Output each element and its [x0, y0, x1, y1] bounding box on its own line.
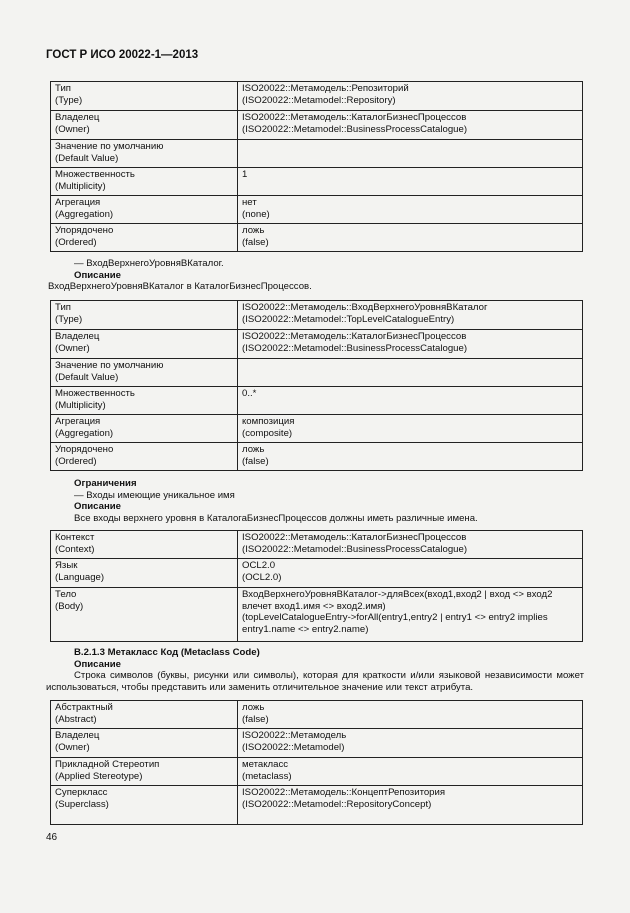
table-row — [51, 786, 583, 825]
property-name-line: (Default Value) — [55, 152, 119, 164]
property-name-line: (Context) — [55, 543, 95, 555]
property-name-line: (Aggregation) — [55, 427, 114, 439]
property-value-cell — [238, 140, 583, 168]
property-value-line: ложь — [242, 225, 265, 236]
property-value-cell — [238, 443, 583, 471]
property-value-cell — [238, 168, 583, 196]
property-value-line: композиция — [242, 416, 295, 427]
property-value-line: (ISO20022::Metamodel::BusinessProcessCatalogue) — [242, 543, 468, 555]
property-name-cell — [51, 224, 238, 252]
table-row — [51, 758, 583, 786]
property-value-cell — [238, 559, 583, 588]
property-name-cell — [51, 559, 238, 588]
property-value-cell — [238, 196, 583, 224]
property-name-cell — [51, 415, 238, 443]
property-value-cell — [238, 111, 583, 140]
page-number: 46 — [46, 832, 58, 843]
property-value-cell — [238, 729, 583, 758]
property-value-cell — [238, 330, 583, 359]
property-name-line: Агрегация — [55, 416, 101, 427]
property-name-cell — [51, 140, 238, 168]
constraint-item: — Входы имеющие уникальное имя — [74, 489, 235, 501]
property-name-line: (Applied Stereotype) — [55, 770, 143, 782]
property-name-line: Упорядочено — [55, 225, 114, 236]
property-name-cell — [51, 82, 238, 111]
property-value-cell — [238, 224, 583, 252]
property-name-line: (Multiplicity) — [55, 399, 106, 411]
property-name-line: (Owner) — [55, 342, 90, 354]
property-name-line: (Body) — [55, 600, 84, 612]
property-value-cell — [238, 588, 583, 642]
table-row — [51, 359, 583, 387]
property-name-line: (Ordered) — [55, 455, 97, 467]
property-name-line: Тело — [55, 589, 77, 600]
property-value-line: (ISO20022::Metamodel::BusinessProcessCatalogue) — [242, 342, 468, 354]
property-name-line: Абстрактный — [55, 702, 113, 713]
property-value-line: (false) — [242, 713, 269, 725]
property-name-line: (Language) — [55, 571, 105, 583]
property-name-cell — [51, 701, 238, 729]
property-table-top-level-entry — [50, 300, 583, 471]
document-header: ГОСТ Р ИСО 20022-1—2013 — [46, 49, 199, 61]
property-name-line: (Type) — [55, 313, 83, 325]
property-name-line: Владелец — [55, 112, 100, 123]
property-name-line: Контекст — [55, 532, 95, 543]
property-name-cell — [51, 758, 238, 786]
property-name-cell — [51, 531, 238, 559]
property-value-line: (ISO20022::Metamodel::RepositoryConcept) — [242, 798, 432, 810]
table-row — [51, 82, 583, 111]
property-name-line: (Abstract) — [55, 713, 97, 725]
table-row — [51, 443, 583, 471]
property-value-line: (composite) — [242, 427, 293, 439]
property-name-line: (Default Value) — [55, 371, 119, 383]
property-name-line: (Owner) — [55, 123, 90, 135]
property-value-line: 0..* — [242, 388, 257, 399]
property-name-cell — [51, 786, 238, 825]
table-row — [51, 531, 583, 559]
property-value-line: ISO20022::Метамодель::КаталогБизнесПроцессов — [242, 112, 467, 123]
property-value-cell — [238, 415, 583, 443]
property-value-line: (false) — [242, 236, 269, 248]
property-name-cell — [51, 301, 238, 330]
property-value-line: (none) — [242, 208, 270, 220]
property-table-metaclass-code — [50, 700, 583, 825]
table-row — [51, 111, 583, 140]
property-name-cell — [51, 729, 238, 758]
property-name-cell — [51, 387, 238, 415]
property-value-cell — [238, 301, 583, 330]
property-value-cell — [238, 531, 583, 559]
property-value-line: ISO20022::Метамодель::КаталогБизнесПроцессов — [242, 331, 467, 342]
property-value-line: (ISO20022::Metamodel) — [242, 741, 345, 753]
property-name-line: Множественность — [55, 169, 135, 180]
property-name-cell — [51, 443, 238, 471]
property-name-cell — [51, 111, 238, 140]
property-name-cell — [51, 330, 238, 359]
property-value-line: entry1.name <> entry2.name) — [242, 624, 369, 636]
table-row — [51, 196, 583, 224]
table-row — [51, 330, 583, 359]
table-row — [51, 415, 583, 443]
property-value-cell — [238, 701, 583, 729]
property-name-line: (Superclass) — [55, 798, 109, 810]
description-heading: Описание — [74, 658, 121, 670]
attribute-item: — ВходВерхнегоУровняВКаталог. — [74, 258, 224, 269]
property-value-line: ложь — [242, 444, 265, 455]
property-name-line: Владелец — [55, 730, 100, 741]
property-name-line: Суперкласс — [55, 787, 108, 798]
property-name-line: Владелец — [55, 331, 100, 342]
property-value-line: (false) — [242, 455, 269, 467]
property-value-line: ISO20022::Метамодель — [242, 730, 347, 741]
table-row — [51, 224, 583, 252]
property-value-line: (ISO20022::Metamodel::TopLevelCatalogueEntry) — [242, 313, 455, 325]
property-value-cell — [238, 387, 583, 415]
table-row — [51, 140, 583, 168]
section-constraints — [74, 478, 584, 525]
property-name-line: (Type) — [55, 94, 83, 106]
property-value-line: метакласс — [242, 759, 289, 770]
property-value-line: ISO20022::Метамодель::КонцептРепозитория — [242, 787, 446, 798]
property-name-line: Агрегация — [55, 197, 101, 208]
property-name-line: Прикладной Стереотип — [55, 759, 160, 770]
property-value-line: нет — [242, 197, 257, 208]
property-value-line: (ISO20022::Metamodel::Repository) — [242, 94, 396, 106]
property-value-line: (metaclass) — [242, 770, 292, 782]
property-value-line: (topLevelCatalogueEntry->forAll(entry1,entry2 | entry1 <> entry2 implies — [242, 612, 548, 624]
constraint-table — [50, 530, 583, 642]
property-value-cell — [238, 786, 583, 825]
property-name-line: Тип — [55, 83, 71, 94]
property-value-line: ISO20022::Метамодель::Репозиторий — [242, 83, 409, 94]
section-top-level-entry — [48, 258, 584, 293]
property-value-line: 1 — [242, 169, 248, 180]
property-name-line: Значение по умолчанию — [55, 141, 164, 152]
property-value-line: ISO20022::Метамодель::КаталогБизнесПроцессов — [242, 532, 467, 543]
table-row — [51, 701, 583, 729]
constraints-heading: Ограничения — [74, 478, 137, 489]
property-value-line: ISO20022::Метамодель::ВходВерхнегоУровняВКаталог — [242, 302, 488, 313]
property-name-cell — [51, 168, 238, 196]
property-value-cell — [238, 82, 583, 111]
property-name-line: Язык — [55, 560, 78, 571]
property-name-line: Значение по умолчанию — [55, 360, 164, 371]
property-name-line: (Aggregation) — [55, 208, 114, 220]
property-name-line: (Multiplicity) — [55, 180, 106, 192]
property-name-cell — [51, 359, 238, 387]
property-value-cell — [238, 359, 583, 387]
table-row — [51, 168, 583, 196]
property-value-line: (ISO20022::Metamodel::BusinessProcessCatalogue) — [242, 123, 468, 135]
table-row — [51, 387, 583, 415]
property-name-cell — [51, 196, 238, 224]
property-table-repository — [50, 81, 583, 252]
property-value-line: ВходВерхнегоУровняВКаталог->дляВсех(вход1,вход2 | вход <> вход2 — [242, 589, 553, 600]
property-name-cell — [51, 588, 238, 642]
description-text: Все входы верхнего уровня в КаталогаБизнесПроцессов должны иметь различные имена. — [74, 513, 478, 525]
property-name-line: Упорядочено — [55, 444, 114, 455]
property-value-cell — [238, 758, 583, 786]
property-value-line: влечет вход1.имя <> вход2.имя) — [242, 600, 386, 612]
description-text: Строка символов (буквы, рисунки или символы), которая для краткости и/или языковой независимости может использоваться, чтобы представить или заменить отличительное значение или текст атрибута. — [46, 670, 584, 694]
table-row — [51, 588, 583, 642]
property-name-line: (Ordered) — [55, 236, 97, 248]
property-name-line: Множественность — [55, 388, 135, 399]
description-text: ВходВерхнегоУровняВКаталог в КаталогБизнесПроцессов. — [48, 281, 312, 293]
property-name-line: (Owner) — [55, 741, 90, 753]
property-value-line: (OCL2.0) — [242, 571, 282, 583]
section-metaclass-code — [46, 647, 584, 694]
table-row — [51, 301, 583, 330]
section-heading: В.2.1.3 Метакласс Код (Metaclass Code) — [74, 647, 260, 658]
property-value-line: ложь — [242, 702, 265, 713]
table-row — [51, 559, 583, 588]
table-row — [51, 729, 583, 758]
description-heading: Описание — [74, 269, 121, 281]
description-heading: Описание — [74, 501, 121, 513]
property-value-line: OCL2.0 — [242, 560, 276, 571]
property-name-line: Тип — [55, 302, 71, 313]
